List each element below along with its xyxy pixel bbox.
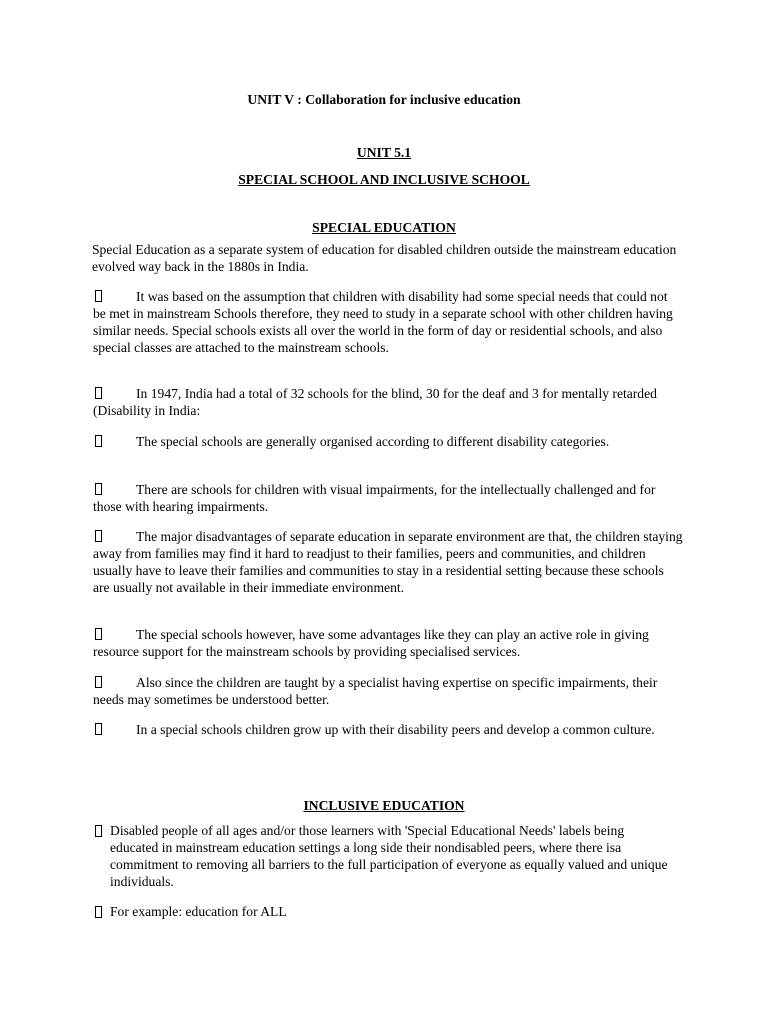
bullet-text: In 1947, India had a total of 32 schools for the blind, 30 for the deaf and 3 for mentally retarded (Disability in India: — [93, 386, 657, 418]
special-education-bullet — [93, 288, 683, 356]
inclusive-education-heading-text: INCLUSIVE EDUCATION — [303, 798, 465, 813]
special-education-bullet — [93, 528, 683, 596]
inclusive-education-bullet — [93, 822, 673, 890]
special-education-bullet — [93, 385, 683, 419]
special-education-intro: Special Education as a separate system of education for disabled children outside the mainstream education evolved way back in the 1880s in India. — [92, 242, 677, 274]
missing-glyph-icon — [95, 483, 102, 495]
bullet-text: Disabled people of all ages and/or those learners with 'Special Educational Needs' labels being educated in mainstream education settings a long side their nondisabled peers, where there isa commitment to removing all barriers to the full participation of everyone as equally valued and unique individuals. — [110, 823, 668, 889]
missing-glyph-icon — [95, 530, 102, 542]
missing-glyph-icon — [95, 628, 102, 640]
missing-glyph-icon — [95, 676, 102, 688]
special-education-heading — [0, 219, 768, 236]
missing-glyph-icon — [95, 290, 102, 302]
bullet-text: For example: education for ALL — [110, 904, 287, 919]
unit-subtitle — [0, 171, 768, 188]
missing-glyph-icon — [95, 825, 102, 837]
inclusive-education-bullet — [93, 903, 673, 920]
missing-glyph-icon — [95, 906, 102, 918]
bullet-text: There are schools for children with visual impairments, for the intellectually challenged and for those with hearing impairments. — [93, 482, 656, 514]
unit-subtitle-text: SPECIAL SCHOOL AND INCLUSIVE SCHOOL — [238, 172, 530, 187]
unit-title: UNIT V : Collaboration for inclusive education — [247, 92, 521, 107]
special-education-heading-text: SPECIAL EDUCATION — [312, 220, 456, 235]
unit-number — [0, 144, 768, 161]
special-education-bullet — [93, 721, 683, 738]
special-education-bullet — [93, 674, 683, 708]
inclusive-education-heading — [0, 797, 768, 814]
missing-glyph-icon — [95, 723, 102, 735]
bullet-text: The special schools are generally organised according to different disability categories. — [136, 434, 610, 449]
bullet-text: Also since the children are taught by a specialist having expertise on specific impairments, their needs may sometimes be understood better. — [93, 675, 658, 707]
special-education-bullet — [93, 433, 683, 450]
missing-glyph-icon — [95, 435, 102, 447]
bullet-text: In a special schools children grow up with their disability peers and develop a common culture. — [136, 722, 655, 737]
missing-glyph-icon — [95, 387, 102, 399]
bullet-text: The major disadvantages of separate education in separate environment are that, the children staying away from families may find it hard to readjust to their families, peers and communities, and children usually have to leave their families and communities to stay in a residential setting because these schools are usually not available in their immediate environment. — [93, 529, 683, 595]
bullet-text: It was based on the assumption that children with disability had some special needs that could not be met in mainstream Schools therefore, they need to study in a separate school with other children having similar needs. Special schools exists all over the world in the form of day or residential schools, and also special classes are attached to the mainstream schools. — [93, 289, 673, 355]
special-education-bullet — [93, 626, 683, 660]
bullet-text: The special schools however, have some advantages like they can play an active role in giving resource support for the mainstream schools by providing specialised services. — [93, 627, 649, 659]
special-education-bullet — [93, 481, 683, 515]
unit-number-text: UNIT 5.1 — [356, 145, 412, 160]
